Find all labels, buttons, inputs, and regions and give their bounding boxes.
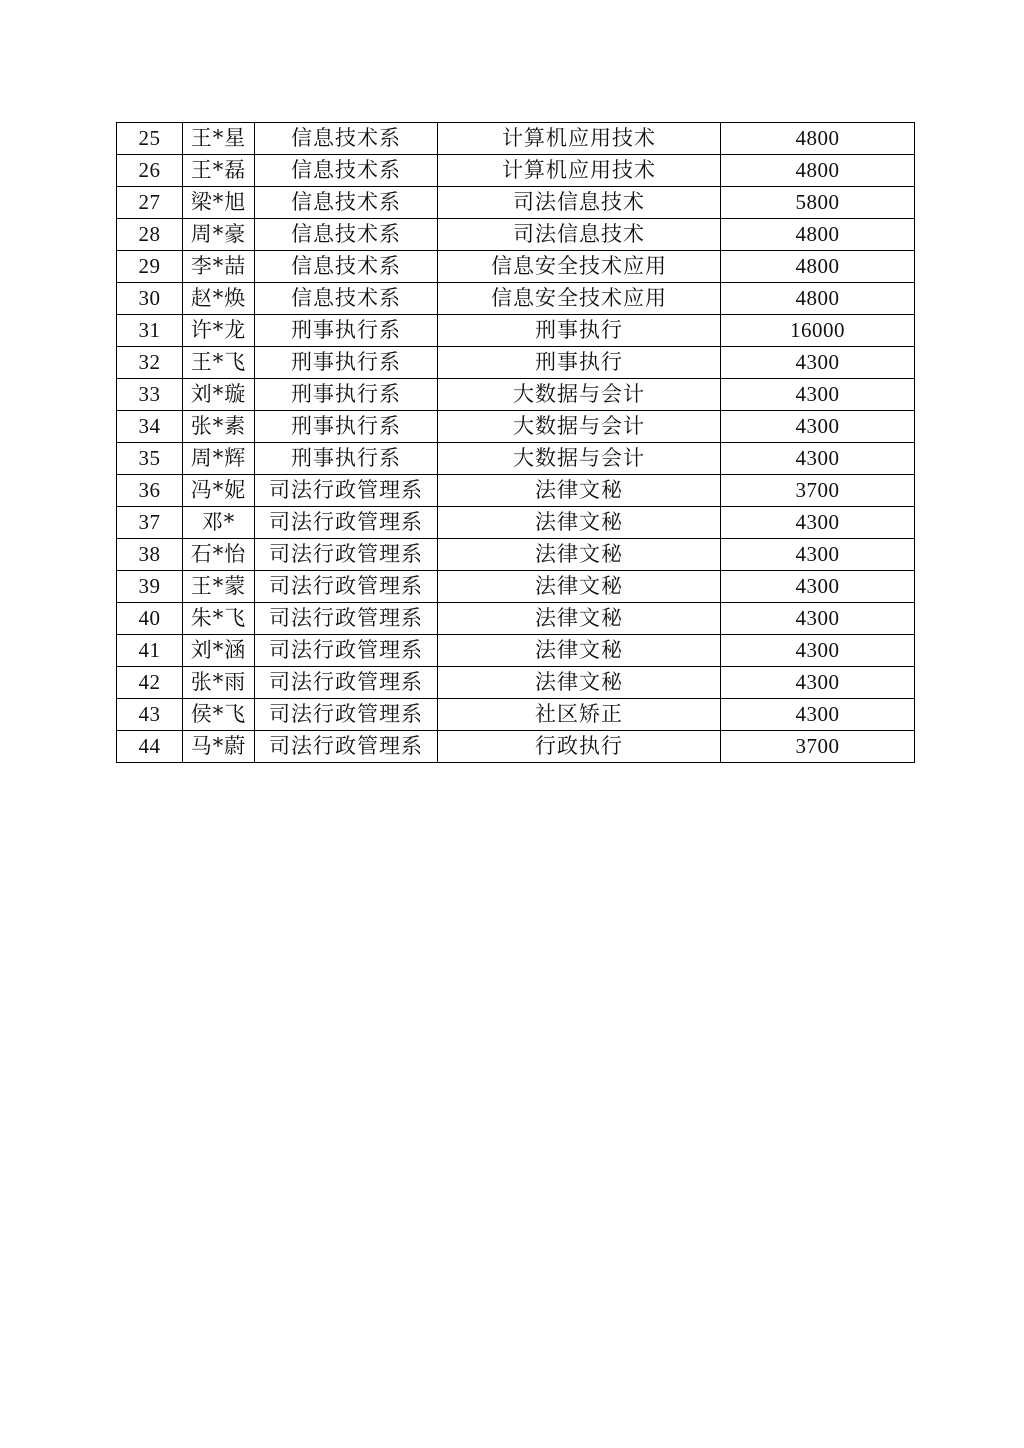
row-number-cell: 32 (117, 347, 183, 379)
name-cell: 侯*飞 (183, 699, 255, 731)
department-cell: 信息技术系 (255, 283, 438, 315)
name-cell: 许*龙 (183, 315, 255, 347)
amount-cell: 4300 (721, 635, 915, 667)
department-cell: 司法行政管理系 (255, 539, 438, 571)
major-cell: 计算机应用技术 (438, 123, 721, 155)
table-row (117, 699, 915, 731)
table-row (117, 379, 915, 411)
table-row (117, 443, 915, 475)
name-cell: 周*辉 (183, 443, 255, 475)
table-row (117, 507, 915, 539)
row-number-cell: 44 (117, 731, 183, 763)
department-cell: 司法行政管理系 (255, 507, 438, 539)
name-cell: 王*飞 (183, 347, 255, 379)
major-cell: 法律文秘 (438, 475, 721, 507)
row-number-cell: 31 (117, 315, 183, 347)
major-cell: 法律文秘 (438, 539, 721, 571)
table-row (117, 123, 915, 155)
row-number-cell: 41 (117, 635, 183, 667)
department-cell: 信息技术系 (255, 155, 438, 187)
row-number-cell: 38 (117, 539, 183, 571)
department-cell: 司法行政管理系 (255, 571, 438, 603)
amount-cell: 5800 (721, 187, 915, 219)
row-number-cell: 42 (117, 667, 183, 699)
row-number-cell: 43 (117, 699, 183, 731)
department-cell: 信息技术系 (255, 219, 438, 251)
amount-cell: 3700 (721, 475, 915, 507)
amount-cell: 4800 (721, 283, 915, 315)
name-cell: 邓* (183, 507, 255, 539)
department-cell: 司法行政管理系 (255, 475, 438, 507)
major-cell: 法律文秘 (438, 667, 721, 699)
department-cell: 刑事执行系 (255, 379, 438, 411)
row-number-cell: 28 (117, 219, 183, 251)
name-cell: 王*蒙 (183, 571, 255, 603)
name-cell: 冯*妮 (183, 475, 255, 507)
major-cell: 法律文秘 (438, 571, 721, 603)
row-number-cell: 33 (117, 379, 183, 411)
table-row (117, 731, 915, 763)
department-cell: 刑事执行系 (255, 315, 438, 347)
name-cell: 李*喆 (183, 251, 255, 283)
amount-cell: 4300 (721, 443, 915, 475)
department-cell: 司法行政管理系 (255, 635, 438, 667)
major-cell: 行政执行 (438, 731, 721, 763)
table-row (117, 187, 915, 219)
amount-cell: 4300 (721, 347, 915, 379)
row-number-cell: 39 (117, 571, 183, 603)
table-row (117, 635, 915, 667)
amount-cell: 4800 (721, 251, 915, 283)
table-row (117, 347, 915, 379)
major-cell: 计算机应用技术 (438, 155, 721, 187)
table-row (117, 251, 915, 283)
table-row (117, 475, 915, 507)
major-cell: 司法信息技术 (438, 219, 721, 251)
major-cell: 刑事执行 (438, 315, 721, 347)
row-number-cell: 25 (117, 123, 183, 155)
table-row (117, 667, 915, 699)
amount-cell: 4300 (721, 539, 915, 571)
name-cell: 刘*璇 (183, 379, 255, 411)
department-cell: 信息技术系 (255, 251, 438, 283)
amount-cell: 16000 (721, 315, 915, 347)
row-number-cell: 40 (117, 603, 183, 635)
name-cell: 梁*旭 (183, 187, 255, 219)
amount-cell: 4300 (721, 379, 915, 411)
amount-cell: 4800 (721, 123, 915, 155)
department-cell: 司法行政管理系 (255, 731, 438, 763)
major-cell: 法律文秘 (438, 635, 721, 667)
department-cell: 司法行政管理系 (255, 699, 438, 731)
major-cell: 司法信息技术 (438, 187, 721, 219)
major-cell: 信息安全技术应用 (438, 283, 721, 315)
department-cell: 刑事执行系 (255, 347, 438, 379)
table-row (117, 571, 915, 603)
row-number-cell: 29 (117, 251, 183, 283)
major-cell: 法律文秘 (438, 603, 721, 635)
major-cell: 大数据与会计 (438, 443, 721, 475)
major-cell: 社区矫正 (438, 699, 721, 731)
amount-cell: 4800 (721, 155, 915, 187)
row-number-cell: 30 (117, 283, 183, 315)
row-number-cell: 26 (117, 155, 183, 187)
table-row (117, 219, 915, 251)
name-cell: 刘*涵 (183, 635, 255, 667)
amount-cell: 4800 (721, 219, 915, 251)
department-cell: 司法行政管理系 (255, 667, 438, 699)
name-cell: 张*雨 (183, 667, 255, 699)
major-cell: 刑事执行 (438, 347, 721, 379)
major-cell: 大数据与会计 (438, 379, 721, 411)
department-cell: 信息技术系 (255, 123, 438, 155)
amount-cell: 4300 (721, 507, 915, 539)
row-number-cell: 35 (117, 443, 183, 475)
row-number-cell: 27 (117, 187, 183, 219)
department-cell: 司法行政管理系 (255, 603, 438, 635)
amount-cell: 4300 (721, 699, 915, 731)
amount-cell: 4300 (721, 667, 915, 699)
major-cell: 法律文秘 (438, 507, 721, 539)
name-cell: 周*豪 (183, 219, 255, 251)
name-cell: 石*怡 (183, 539, 255, 571)
name-cell: 马*蔚 (183, 731, 255, 763)
department-cell: 刑事执行系 (255, 443, 438, 475)
amount-cell: 4300 (721, 603, 915, 635)
table-row (117, 315, 915, 347)
row-number-cell: 36 (117, 475, 183, 507)
name-cell: 朱*飞 (183, 603, 255, 635)
table-row (117, 283, 915, 315)
name-cell: 王*磊 (183, 155, 255, 187)
table-row (117, 539, 915, 571)
row-number-cell: 37 (117, 507, 183, 539)
table-body (117, 123, 915, 763)
table-row (117, 155, 915, 187)
row-number-cell: 34 (117, 411, 183, 443)
table-row (117, 603, 915, 635)
department-cell: 刑事执行系 (255, 411, 438, 443)
data-table (116, 122, 915, 763)
amount-cell: 3700 (721, 731, 915, 763)
name-cell: 张*素 (183, 411, 255, 443)
table-row (117, 411, 915, 443)
amount-cell: 4300 (721, 571, 915, 603)
major-cell: 信息安全技术应用 (438, 251, 721, 283)
department-cell: 信息技术系 (255, 187, 438, 219)
name-cell: 王*星 (183, 123, 255, 155)
amount-cell: 4300 (721, 411, 915, 443)
name-cell: 赵*焕 (183, 283, 255, 315)
major-cell: 大数据与会计 (438, 411, 721, 443)
